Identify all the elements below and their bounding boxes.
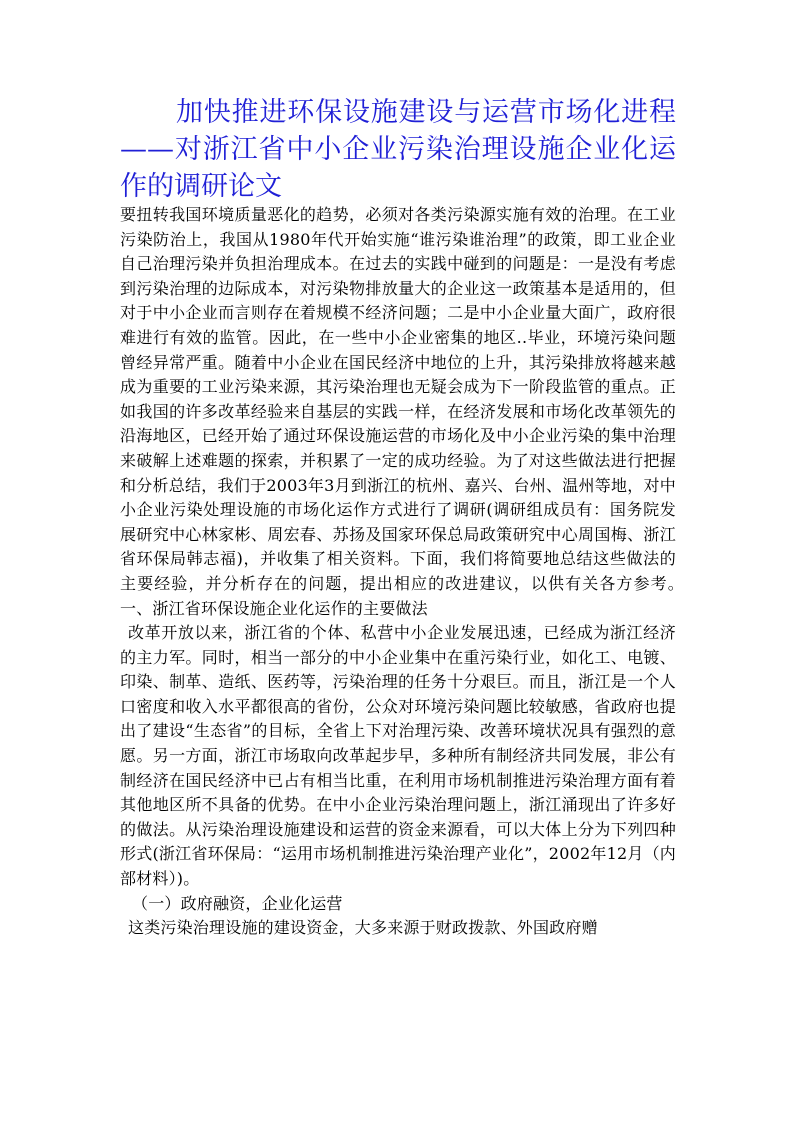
paragraph-funding-source: 这类污染治理设施的建设资金，大多来源于财政拨款、外国政府赠	[128, 918, 598, 938]
paragraph-intro: 要扭转我国环境质量恶化的趋势，必须对各类污染源实施有效的治理。在工业污染防治上，我国从1980年代开始实施“谁污染谁治理”的政策，即工业企业自己治理污染并负担治理成本。在过去的实践中碰到的问题是：一是没有考虑到污染治理的边际成本，对污染物排放量大的企业这一政策基本是适用的，但对于中小企业而言则存在着规模不经济问题；二是中小企业量大面广，政府很难进行有效的监管。因此，在一些中小企业密集的地区..毕业，环境污染问题曾经异常严重。随着中小企业在国民经济中地位的上升，其污染排放将越来越成为重要的工业污染来源，其污染治理也无疑会成为下一阶段监管的重点。正如我国的许多改革经验来自基层的实践一样，在经济发展和市场化改革领先的沿海地区，已经开始了通过环保设施运营的市场化及中小企业污染的集中治理来破解上述难题的探索，并积累了一定的成功经验。为了对这些做法进行把握和分析总结，我们于2003年3月到浙江的杭州、嘉兴、台州、温州等地，对中小企业污染处理设施的市场化运作方式进行了调研(调研组成员有：国务院发展研究中心林家彬、周宏春、苏扬及国家环保总局政策研究中心周国梅、浙江省环保局韩志福)，并收集了相关资料。下面，我们将简要地总结这些做法的主要经验，并分析存在的问题，提出相应的改进建议，以供有关各方参考。 一、浙江省环保设施企业化运作的主要做法	[120, 205, 693, 618]
document-title: 加快推进环保设施建设与运营市场化进程——对浙江省中小企业污染治理设施企业化运作的调研论文	[120, 97, 676, 202]
section-heading-government-financing: （一）政府融资，企业化运营	[132, 893, 343, 913]
document-body	[120, 203, 693, 941]
paragraph-background: 改革开放以来，浙江省的个体、私营中小企业发展迅速，已经成为浙江经济的主力军。同时，相当一部分的中小企业集中在重污染行业，如化工、电镀、印染、制革、造纸、医药等，污染治理的任务十分艰巨。而且，浙江是一个人口密度和收入水平都很高的省份，公众对环境污染问题比较敏感，省政府也提出了建设“生态省”的目标，全省上下对治理污染、改善环境状况具有强烈的意愿。另一方面，浙江市场取向改革起步早，多种所有制经济共同发展，非公有制经济在国民经济中已占有相当比重，在利用市场机制推进污染治理方面有着其他地区所不具备的优势。在中小企业污染治理问题上，浙江涌现出了许多好的做法。从污染治理设施建设和运营的资金来源看，可以大体上分为下列四种形式(浙江省环保局：“运用市场机制推进污染治理产业化”，2002年12月（内部材料）)。	[120, 623, 676, 889]
